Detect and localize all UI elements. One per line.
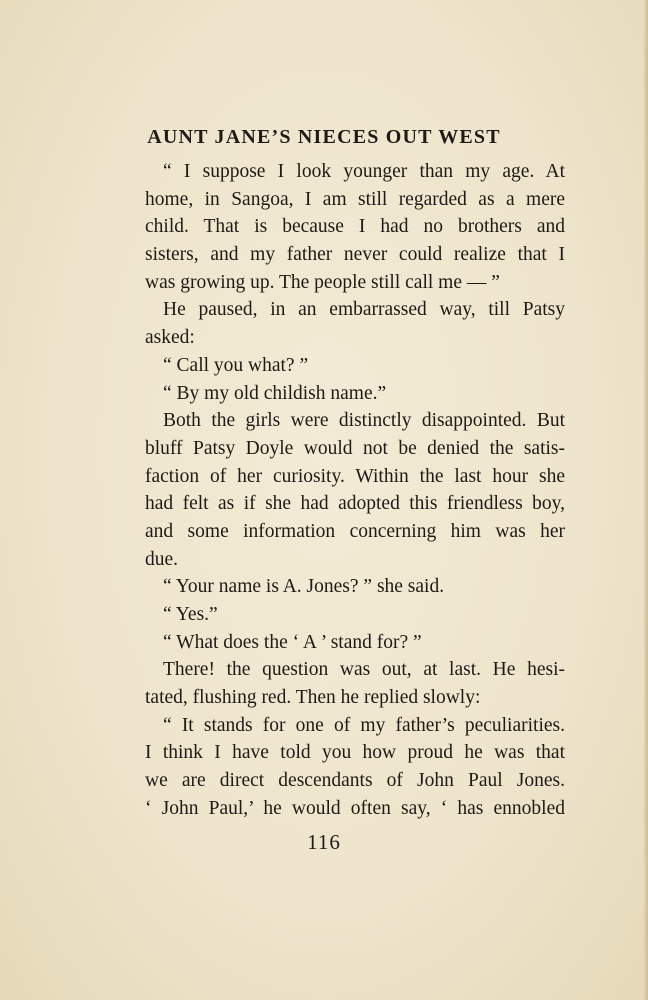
text-line: “ What does the ‘ A ’ stand for? ” <box>163 631 422 653</box>
text-line: ‘ John Paul,’ he would often say, ‘ has ennobled <box>145 797 565 819</box>
text-line: sisters, and my father never could realize that I <box>145 244 565 266</box>
text-line: “ It stands for one of my father’s peculiarities. <box>163 714 565 736</box>
text-line: due. <box>145 548 179 570</box>
text-line: faction of her curiosity. Within the last hour she <box>145 465 565 487</box>
text-line: I think I have told you how proud he was that <box>145 742 565 764</box>
text-line: Both the girls were distinctly disappointed. But <box>163 410 565 432</box>
text-line: had felt as if she had adopted this friendless boy, <box>145 493 565 515</box>
text-line: asked: <box>145 327 195 349</box>
text-line: was growing up. The people still call me — ” <box>145 271 500 293</box>
text-line: tated, flushing red. Then he replied slowly: <box>145 687 481 709</box>
text-line: bluff Patsy Doyle would not be denied the satis- <box>145 437 565 459</box>
text-line: home, in Sangoa, I am still regarded as a mere <box>145 188 565 210</box>
running-head: AUNT JANE’S NIECES OUT WEST <box>147 126 501 148</box>
text-line: “ Your name is A. Jones? ” she said. <box>163 576 445 598</box>
text-line: “ I suppose I look younger than my age. At <box>163 161 565 182</box>
text-line: and some information concerning him was her <box>145 520 565 542</box>
text-line: “ By my old childish name.” <box>163 382 387 404</box>
text-line: He paused, in an embarrassed way, till Patsy <box>163 299 565 321</box>
text-line: “ Yes.” <box>163 604 218 625</box>
text-line: child. That is because I had no brothers and <box>145 216 565 238</box>
text-line: There! the question was out, at last. He hesi- <box>163 659 565 681</box>
body-text <box>145 158 565 823</box>
page-number: 116 <box>307 830 341 854</box>
text-line: “ Call you what? ” <box>163 354 309 376</box>
text-line: we are direct descendants of John Paul Jones. <box>145 770 565 792</box>
